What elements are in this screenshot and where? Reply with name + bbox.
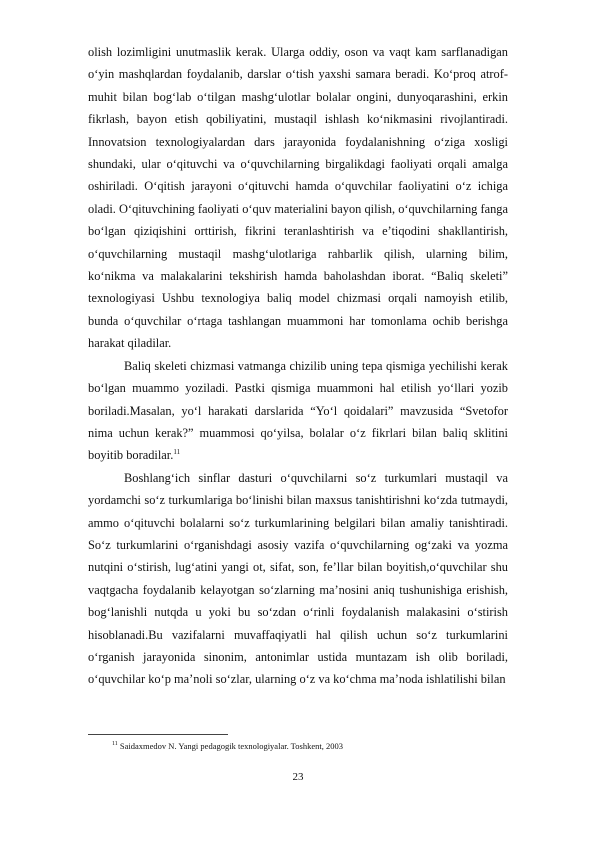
paragraph-3: Boshlang‘ich sinflar dasturi o‘quvchilarni so‘z turkumlari mustaqil va yordamchi so‘z turkumlariga bo‘linishi bilan maxsus tanishtirishni ko‘zda tutmaydi, ammo o‘qituvchi bolalarni so‘z turkumlarining belgilari bilan amaliy tanishtiradi. So‘z turkumlarini o‘rganishdagi asosiy vazifa o‘quvchilarning og‘zaki va yozma nutqini o‘stirish, lug‘atini yangi ot, sifat, son, fe’llar bilan boyitish,o‘quvchilar shu vaqtgacha foydalanib kelayotgan so‘zlarning ma’nosini aniq tushunishiga erishish, bog‘lanishli nutqda u yoki bu so‘zdan o‘rinli foydalanish malakasini o‘stirish hisoblanadi.Bu vazifalarni muvaffaqiyatli hal qilish uchun so‘z turkumlarini o‘rganish jarayonida sinonim, antonimlar ustida muntazam ish olib boriladi, o‘quvchilar ko‘p ma’noli so‘zlar, ularning o‘z va ko‘chma ma’noda ishlatilishi bilan (88, 470, 508, 687)
page-number: 23 (292, 771, 304, 783)
footnote-divider (88, 734, 228, 735)
footnote (112, 740, 343, 752)
footnote-number: 11 (112, 741, 118, 748)
paragraph-2-text: Baliq skeleti chizmasi vatmanga chizilib uning tepa qismiga yechilishi kerak bo‘lgan muammo yoziladi. Pastki qismiga muammoni hal etilish yo‘llari yozib boriladi.Masalan, yo‘l harakati darslarida “Yo‘l qoidalari” mavzusida “Svetofor nima uchun kerak?” muammosi qo‘yilsa, bolalar o‘z fikrlari bilan baliq sklitini boyitib boradilar. (88, 358, 508, 463)
footnote-ref-11[interactable]: 11 (173, 448, 181, 457)
footnote-text: Saidaxmedov N. Yangi pedagogik texnologiyalar. Toshkent, 2003 (117, 741, 343, 751)
paragraph-2 (88, 355, 508, 467)
paragraph-1: olish lozimligini unutmaslik kerak. Ularga oddiy, oson va vaqt kam sarflanadigan o‘yin mashqlardan foydalanib, darslar o‘tish yaxshi samara beradi. Ko‘proq atrof-muhit bilan bog‘lab o‘tilgan mashg‘ulotlar bolalar ongini, dunyoqarashini, erkin fikrlash, bayon etish qobiliyatini, mustaqil ishlash ko‘nikmasini rivojlantiradi. Innovatsion texnologiyalardan dars jarayonida foydalanishning o‘ziga xosligi shundaki, ular o‘qituvchi va o‘quvchilarning birgalikdagi faoliyati orqali amalga oshiriladi. O‘qitish jarayoni o‘qituvchi hamda o‘quvchilar faoliyatini o‘z ichiga oladi. O‘qituvchining faoliyati o‘quv materialini bayon qilish, o‘quvchilarning fanga bo‘lgan qiziqishini orttirish, fikrini teranlashtirish va e’tiqodini shakllantirish, o‘quvchilarning mustaqil mashg‘ulotlariga rahbarlik qilish, ularning bilim, ko‘nikma va malakalarini tekshirish hamda baholashdan iborat. “Baliq skeleti” texnologiyasi Ushbu texnologiya baliq model chizmasi orqali namoyish etilib, bunda o‘quvchilar o‘rtaga tashlangan muammoni har tomonlama ochib berishga harakat qiladilar. (88, 45, 508, 351)
page-body (88, 41, 508, 691)
